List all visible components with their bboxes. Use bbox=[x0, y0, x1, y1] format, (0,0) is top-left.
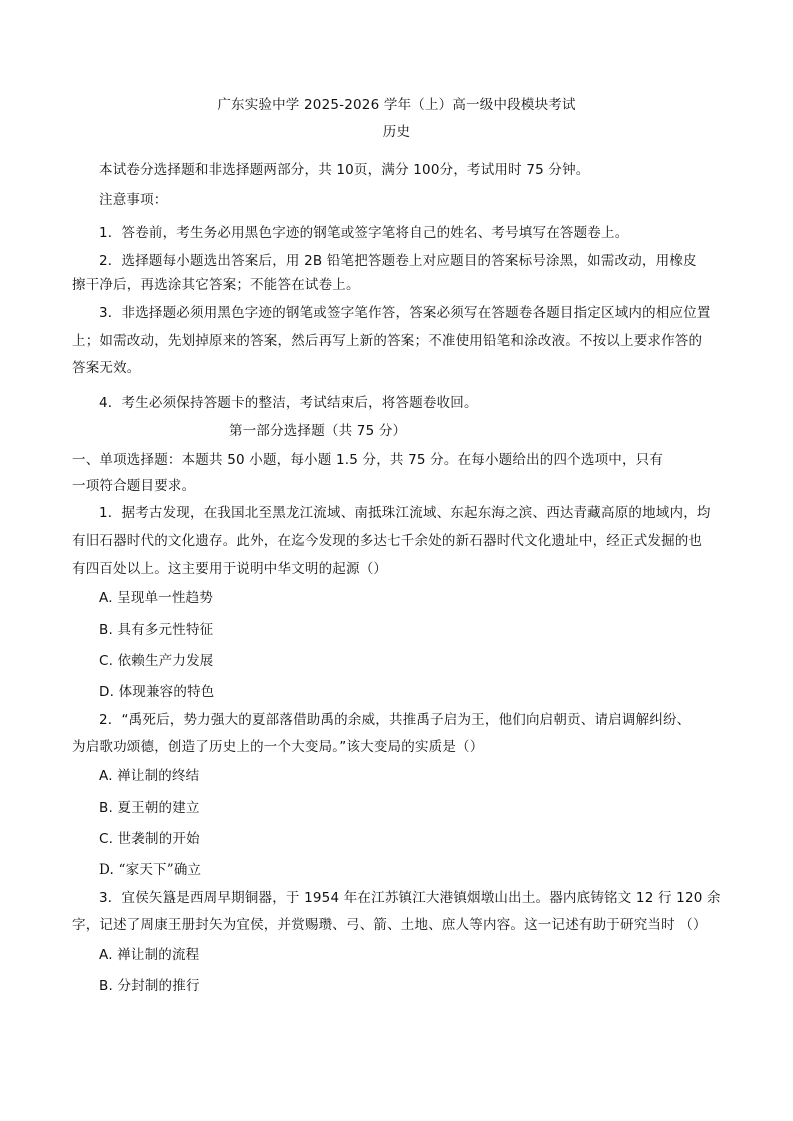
question-1-line-3: 有四百处以上。这主要用于说明中华文明的起源（） bbox=[72, 561, 388, 577]
intro-text: 本试卷分选择题和非选择题两部分，共 10页，满分 100分，考试用时 75 分钟。 bbox=[99, 162, 590, 178]
question-2-line-1: 2．“禹死后，势力强大的夏部落借助禹的余威，共推禹子启为王，他们向启朝贡、请启调解纠纷、 bbox=[99, 712, 691, 728]
part-one-title: 第一部分选择题（共 75 分） bbox=[229, 423, 407, 439]
question-2-option-d: D. “家天下”确立 bbox=[99, 862, 202, 878]
exam-title: 广东实验中学 2025-2026 学年（上）高一级中段模块考试 bbox=[217, 97, 576, 113]
notice-item-3-line-2: 上；如需改动，先划掉原来的答案，然后再写上新的答案；不准使用铅笔和涂改液。不按以上要求作答的 bbox=[72, 333, 703, 349]
question-3-line-1: 3．宜侯矢簋是西周早期铜器，于 1954 年在江苏镇江大港镇烟墩山出土。器内底铸铭文 12 行 120 余 bbox=[99, 890, 721, 906]
question-3-option-b: B. 分封制的推行 bbox=[99, 978, 200, 994]
question-1-line-1: 1．据考古发现，在我国北至黑龙江流域、南抵珠江流域、东起东海之滨、西达青藏高原的地域内，均 bbox=[99, 505, 711, 521]
notice-item-3-line-1: 3．非选择题必须用黑色字迹的钢笔或签字笔作答，答案必须写在答题卷各题目指定区域内的相应位置 bbox=[99, 305, 711, 321]
notice-heading: 注意事项： bbox=[99, 192, 168, 208]
notice-item-2-line-2: 擦干净后，再选涂其它答案；不能答在试卷上。 bbox=[72, 277, 360, 293]
notice-item-3-line-3: 答案无效。 bbox=[72, 360, 141, 376]
subject-title: 历史 bbox=[382, 124, 411, 140]
question-2-line-2: 为启歌功颂德，创造了历史上的一个大变局。”该大变局的实质是（） bbox=[72, 739, 484, 755]
question-2-option-a: A. 禅让制的终结 bbox=[99, 768, 200, 784]
question-3-option-a: A. 禅让制的流程 bbox=[99, 947, 200, 963]
notice-item-2-line-1: 2．选择题每小题选出答案后，用 2B 铅笔把答题卷上对应题目的答案标号涂黑，如需改动，用橡皮 bbox=[99, 253, 697, 269]
question-1-option-b: B. 具有多元性特征 bbox=[99, 622, 214, 638]
question-1-option-d: D. 体现兼容的特色 bbox=[99, 684, 215, 700]
question-1-line-2: 有旧石器时代的文化遗存。此外，在迄今发现的多达七千余处的新石器时代文化遗址中，经正式发掘的也 bbox=[72, 533, 703, 549]
question-1-option-c: C. 依赖生产力发展 bbox=[99, 653, 214, 669]
question-3-line-2: 字，记述了周康王册封矢为宜侯，并赏赐瓒、弓、箭、土地、庶人等内容。这一记述有助于研究当时 （） bbox=[72, 917, 707, 933]
notice-item-4: 4．考生必须保持答题卡的整洁，考试结束后，将答题卷收回。 bbox=[99, 395, 478, 411]
question-2-option-c: C. 世袭制的开始 bbox=[99, 831, 200, 847]
notice-item-1: 1．答卷前，考生务必用黑色字迹的钢笔或签字笔将自己的姓名、考号填写在答题卷上。 bbox=[99, 225, 629, 241]
part-one-instructions-line-2: 一项符合题目要求。 bbox=[72, 478, 196, 494]
part-one-instructions-line-1: 一、单项选择题：本题共 50 小题，每小题 1.5 分，共 75 分。在每小题给出的四个选项中，只有 bbox=[72, 452, 664, 468]
question-2-option-b: B. 夏王朝的建立 bbox=[99, 800, 200, 816]
question-1-option-a: A. 呈现单一性趋势 bbox=[99, 590, 214, 606]
